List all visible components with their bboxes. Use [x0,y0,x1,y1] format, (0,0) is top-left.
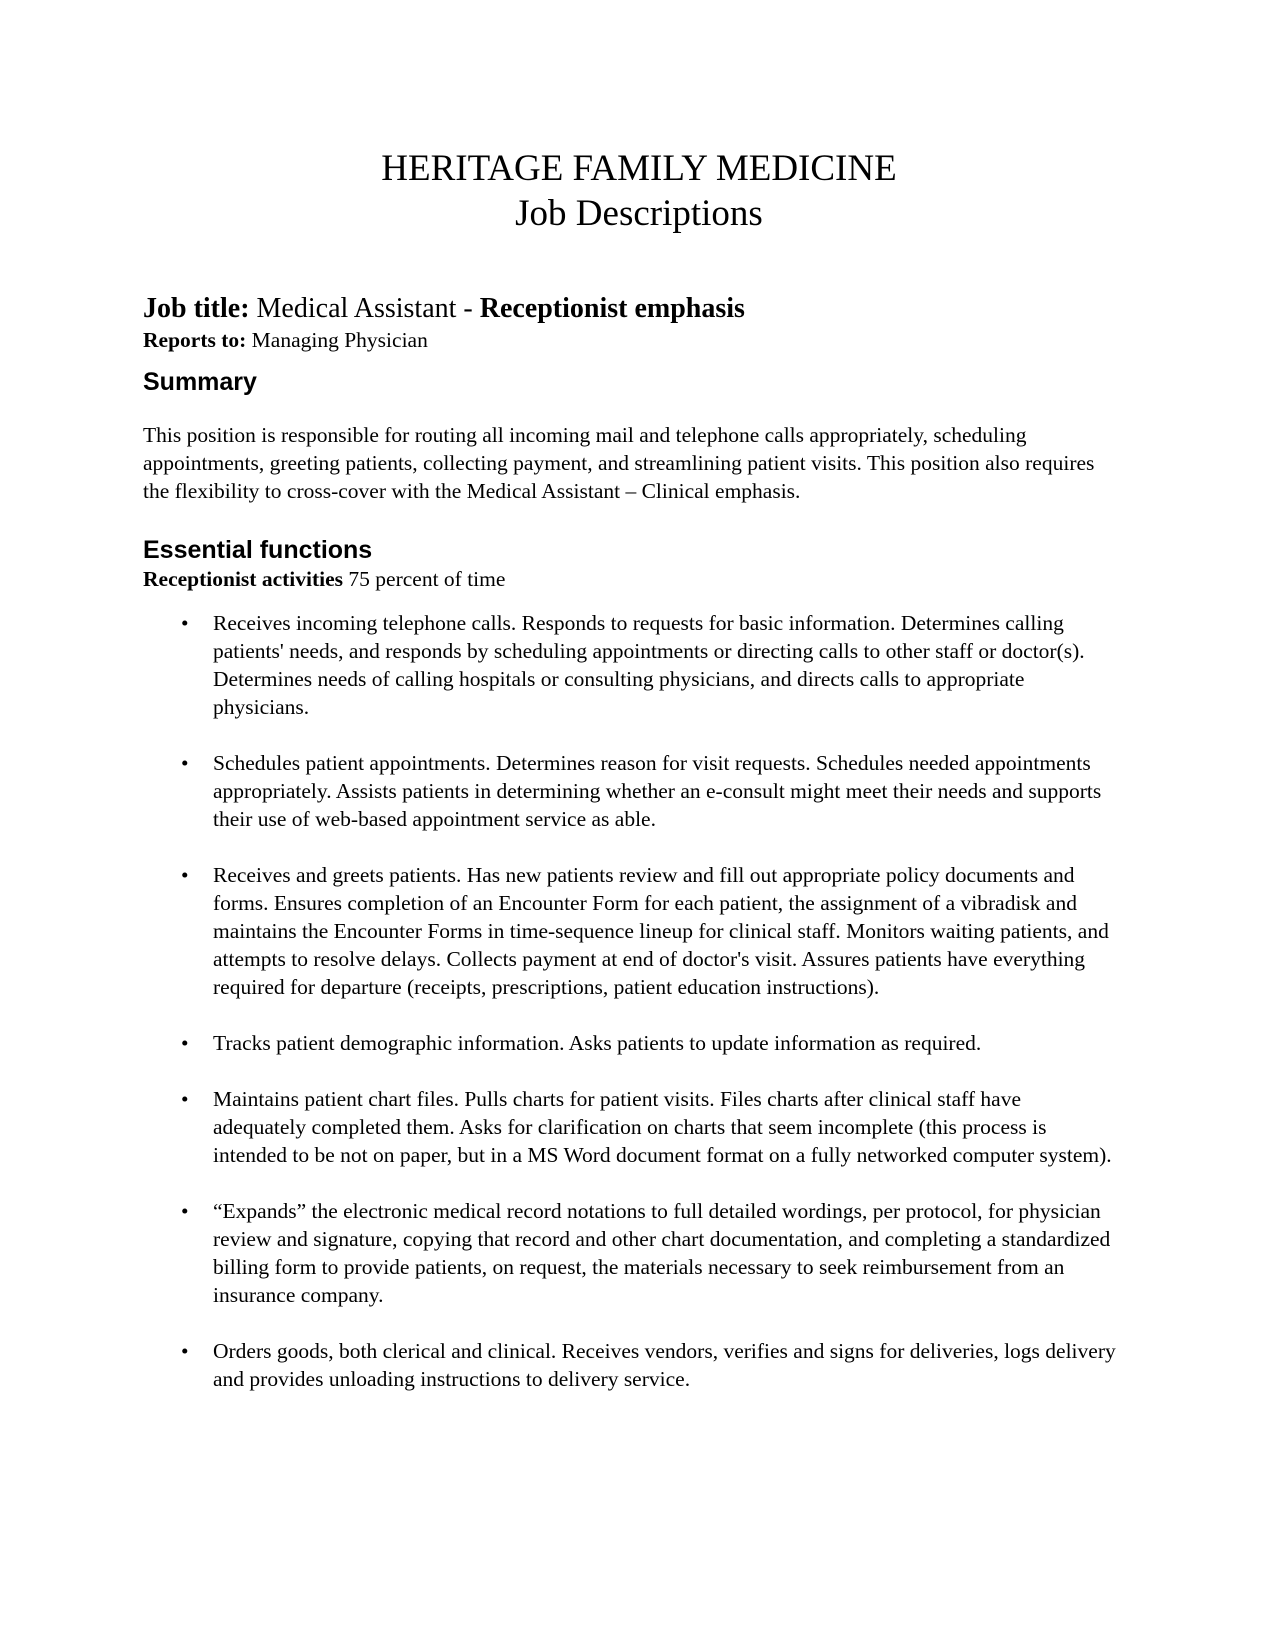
job-title-line [143,292,1135,326]
bullet-icon: • [181,1087,189,1111]
reports-to-label: Reports to: [143,328,247,352]
reports-to-value: Managing Physician [246,328,428,352]
essential-functions-list [143,609,1135,1393]
bullet-icon: • [181,1199,189,1223]
job-title-value: Medical Assistant - [249,293,480,324]
bullet-text: Schedules patient appointments. Determines reason for visit requests. Schedules needed appointments appropriately. Assists patients in determining whether an e-consult might meet their needs and supports their use of web-based appointment service as able. [213,751,1102,831]
bullet-text: Maintains patient chart files. Pulls charts for patient visits. Files charts after clinical staff have adequately completed them. Asks for clarification on charts that seem incomplete (this process is intended to be not on paper, but in a MS Word document format on a fully networked computer system). [213,1087,1112,1167]
reports-to-line [143,326,1135,355]
bullet-icon: • [181,1031,189,1055]
bullet-icon: • [181,751,189,775]
list-item [143,1029,1118,1057]
receptionist-activities-suffix: 75 percent of time [343,567,506,591]
bullet-icon: • [181,611,189,635]
document-title [143,146,1135,236]
summary-paragraph: This position is responsible for routing all incoming mail and telephone calls appropriately, scheduling appointments, greeting patients, collecting payment, and streamlining patient visits. This position also requires the flexibility to cross-cover with the Medical Assistant – Clinical emphasis. [143,423,1095,503]
list-item [143,609,1118,721]
bullet-text: Tracks patient demographic information. Asks patients to update information as required. [213,1031,982,1055]
bullet-text: Orders goods, both clerical and clinical. Receives vendors, verifies and signs for deliveries, logs delivery and provides unloading instructions to delivery service. [213,1339,1116,1391]
bullet-text: Receives incoming telephone calls. Responds to requests for basic information. Determines calling patients' needs, and responds by scheduling appointments or directing calls to other staff or doctor(s). Determines needs of calling hospitals or consulting physicians, and directs calls to appropriate physicians. [213,611,1085,719]
receptionist-activities-label: Receptionist activities [143,567,344,591]
bullet-icon: • [181,863,189,887]
list-item [143,1337,1118,1393]
title-line-1: HERITAGE FAMILY MEDICINE [381,148,897,189]
list-item [143,749,1118,833]
job-title-label: Job title: [143,293,250,324]
bullet-text: Receives and greets patients. Has new patients review and fill out appropriate policy documents and forms. Ensures completion of an Encounter Form for each patient, the assignment of a vibradisk and maintains the Encounter Forms in time-sequence lineup for clinical staff. Monitors waiting patients, and attempts to resolve delays. Collects payment at end of doctor's visit. Assures patients have everything required for departure (receipts, prescriptions, patient education instructions). [213,863,1109,999]
title-line-2: Job Descriptions [515,193,763,234]
bullet-text: “Expands” the electronic medical record notations to full detailed wordings, per protocol, for physician review and signature, copying that record and other chart documentation, and completing a standardized billing form to provide patients, on request, the materials necessary to seek reimbursement from an insurance company. [213,1199,1111,1307]
list-item [143,1197,1118,1309]
bullet-icon: • [181,1339,189,1363]
list-item [143,861,1118,1001]
job-title-emphasis: Receptionist emphasis [479,293,745,324]
list-item [143,1085,1118,1169]
receptionist-activities-line [143,565,1135,593]
summary-heading: Summary [143,368,257,396]
essential-functions-heading: Essential functions [143,536,373,564]
